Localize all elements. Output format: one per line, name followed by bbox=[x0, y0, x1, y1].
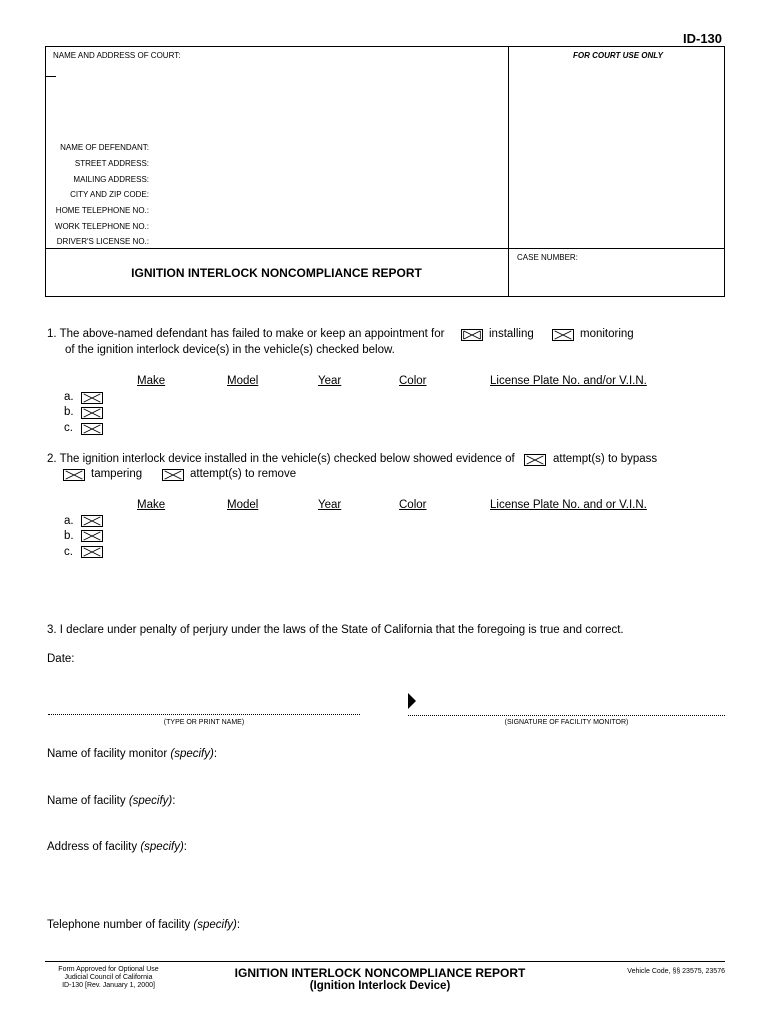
make-header-1: Make bbox=[137, 375, 166, 387]
plate-header-1: License Plate No. and/or V.I.N. bbox=[490, 375, 647, 387]
colon: : bbox=[213, 748, 218, 760]
street-address-input[interactable] bbox=[153, 156, 503, 169]
facility-address-label bbox=[47, 841, 187, 853]
facility-monitor-specify: (specify) bbox=[170, 748, 214, 760]
work-phone-input[interactable] bbox=[153, 219, 503, 232]
vehicle2-row-b-checkbox[interactable] bbox=[81, 530, 103, 542]
facility-address-label-text: Address of facility bbox=[47, 841, 138, 853]
vehicle2-row-c-checkbox[interactable] bbox=[81, 546, 103, 558]
footer-title: IGNITION INTERLOCK NONCOMPLIANCE REPORT bbox=[234, 966, 526, 980]
facility-phone-label bbox=[47, 919, 240, 931]
colon: : bbox=[236, 919, 241, 931]
colon: : bbox=[172, 795, 176, 807]
facility-address-input[interactable] bbox=[188, 839, 718, 854]
facility-name-label bbox=[47, 795, 175, 807]
plate-header-2: License Plate No. and or V.I.N. bbox=[490, 499, 647, 511]
row-b-letter-2: b. bbox=[64, 530, 74, 542]
signature-label: (SIGNATURE OF FACILITY MONITOR) bbox=[504, 719, 629, 726]
city-zip-label: CITY AND ZIP CODE: bbox=[70, 190, 149, 199]
item1-line1: 1. The above-named defendant has failed to make or keep an appointment for bbox=[47, 328, 445, 340]
vehicle1-row-c-checkbox[interactable] bbox=[81, 423, 103, 435]
facility-phone-input[interactable] bbox=[242, 917, 718, 932]
row-c-letter-1: c. bbox=[64, 422, 73, 434]
court-name-address-label: NAME AND ADDRESS OF COURT: bbox=[53, 51, 181, 60]
drivers-license-input[interactable] bbox=[153, 234, 503, 247]
court-use-only-label: FOR COURT USE ONLY bbox=[573, 51, 663, 60]
colon: : bbox=[183, 841, 187, 853]
home-phone-input[interactable] bbox=[153, 203, 503, 216]
type-print-name-label: (TYPE OR PRINT NAME) bbox=[163, 719, 245, 726]
case-number-label: CASE NUMBER: bbox=[517, 253, 578, 262]
mailing-address-label: MAILING ADDRESS: bbox=[73, 175, 149, 184]
street-address-label: STREET ADDRESS: bbox=[74, 159, 149, 168]
row-c-letter-2: c. bbox=[64, 546, 73, 558]
signature-arrow-icon bbox=[408, 693, 416, 709]
facility-monitor-label bbox=[47, 748, 217, 760]
form-id: ID-130 bbox=[683, 31, 723, 46]
vehicle1-row-b-checkbox[interactable] bbox=[81, 407, 103, 419]
facility-name-input[interactable] bbox=[178, 793, 718, 808]
vehicle2-row-a-checkbox[interactable] bbox=[81, 515, 103, 527]
work-phone-label: WORK TELEPHONE NO.: bbox=[54, 222, 149, 231]
form-approved-line1: Form Approved for Optional Use bbox=[58, 966, 159, 973]
model-header-2: Model bbox=[227, 499, 259, 511]
facility-name-label-text: Name of facility bbox=[47, 795, 126, 807]
defendant-name-label: NAME OF DEFENDANT: bbox=[60, 143, 149, 152]
footer-subtitle: (Ignition Interlock Device) bbox=[309, 980, 451, 992]
city-zip-input[interactable] bbox=[153, 187, 503, 200]
installing-label: installing bbox=[489, 328, 534, 340]
model-header-1: Model bbox=[227, 375, 259, 387]
header-divider-horizontal bbox=[45, 248, 725, 249]
tampering-checkbox[interactable] bbox=[63, 469, 85, 481]
color-header-1: Color bbox=[399, 375, 427, 387]
row-a-letter-1: a. bbox=[64, 391, 74, 403]
remove-checkbox[interactable] bbox=[162, 469, 184, 481]
print-name-line bbox=[48, 713, 360, 715]
facility-phone-label-text: Telephone number of facility bbox=[47, 919, 191, 931]
court-address-input[interactable] bbox=[60, 64, 500, 134]
vehicle1-row-a-checkbox[interactable] bbox=[81, 392, 103, 404]
print-name-input[interactable] bbox=[48, 697, 360, 712]
drivers-license-label: DRIVER'S LICENSE NO.: bbox=[56, 237, 149, 246]
footer-rule bbox=[45, 961, 725, 962]
monitoring-label: monitoring bbox=[580, 328, 634, 340]
facility-monitor-label-text: Name of facility monitor bbox=[47, 748, 168, 760]
court-address-mark bbox=[46, 76, 56, 77]
form-title: IGNITION INTERLOCK NONCOMPLIANCE REPORT bbox=[131, 266, 422, 280]
row-a-letter-2: a. bbox=[64, 515, 74, 527]
color-header-2: Color bbox=[399, 499, 427, 511]
item2-line1: 2. The ignition interlock device installed in the vehicle(s) checked below showed evidence of bbox=[47, 453, 515, 465]
header-divider-vertical bbox=[508, 46, 509, 297]
tampering-label: tampering bbox=[91, 468, 143, 480]
facility-address-specify: (specify) bbox=[140, 841, 184, 853]
date-input[interactable] bbox=[80, 651, 280, 665]
date-label: Date: bbox=[47, 653, 75, 665]
item1-line2: of the ignition interlock device(s) in the vehicle(s) checked below. bbox=[65, 344, 395, 356]
defendant-name-input[interactable] bbox=[153, 140, 503, 153]
year-header-2: Year bbox=[318, 499, 342, 511]
signature-line bbox=[408, 714, 725, 716]
home-phone-label: HOME TELEPHONE NO.: bbox=[55, 206, 149, 215]
year-header-1: Year bbox=[318, 375, 342, 387]
row-b-letter-1: b. bbox=[64, 406, 74, 418]
signature-input[interactable] bbox=[420, 697, 720, 712]
form-approved-block bbox=[46, 966, 171, 990]
court-use-area[interactable] bbox=[515, 64, 715, 239]
declaration-text: 3. I declare under penalty of perjury under the laws of the State of California that the foregoing is true and correct. bbox=[47, 624, 624, 636]
form-approved-line2: Judicial Council of California bbox=[64, 974, 153, 981]
make-header-2: Make bbox=[137, 499, 166, 511]
vehicle-code-reference: Vehicle Code, §§ 23575, 23576 bbox=[627, 968, 725, 975]
monitoring-checkbox[interactable] bbox=[552, 329, 574, 341]
installing-checkbox[interactable] bbox=[461, 329, 483, 341]
form-approved-line3: ID-130 [Rev. January 1, 2000] bbox=[62, 982, 155, 989]
facility-name-specify: (specify) bbox=[128, 795, 173, 807]
bypass-checkbox[interactable] bbox=[524, 454, 546, 466]
mailing-address-input[interactable] bbox=[153, 172, 503, 185]
facility-monitor-input[interactable] bbox=[218, 746, 718, 761]
bypass-label: attempt(s) to bypass bbox=[553, 453, 658, 465]
case-number-input[interactable] bbox=[517, 266, 717, 284]
remove-label: attempt(s) to remove bbox=[190, 468, 297, 480]
facility-phone-specify: (specify) bbox=[193, 919, 237, 931]
